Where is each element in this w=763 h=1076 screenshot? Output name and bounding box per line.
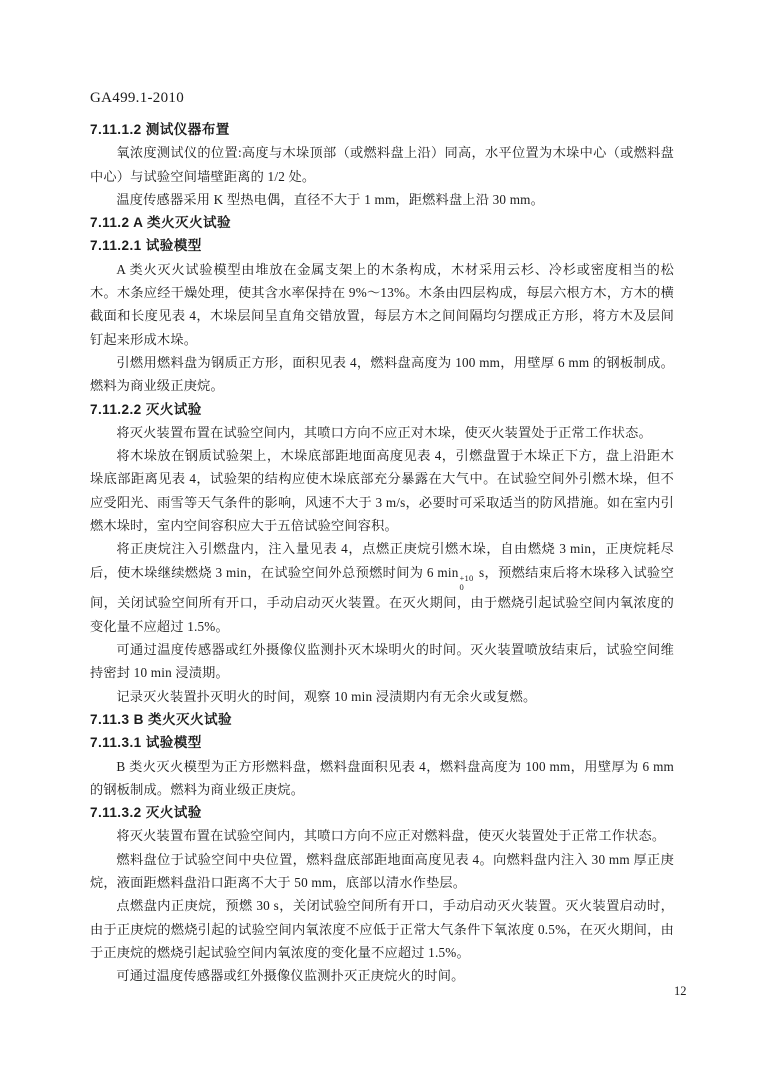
- paragraph-class-a-model: A 类火灭火试验模型由堆放在金属支架上的木条构成，木材采用云杉、冷杉或密度相当的松木。木条应经干燥处理，使其含水率保持在 9%～13%。木条由四层构成，每层六根方木，方木的横截面和长度见表 4，木垛层间呈直角交错放置，每层方木之间间隔均匀摆成正方形，将方木及层间钉起来形成木垛。: [90, 261, 674, 347]
- tolerance-subscript: 0: [459, 581, 464, 592]
- paragraph-class-b-model: B 类火灭火模型为正方形燃料盘，燃料盘面积见表 4，燃料盘高度为 100 mm，用壁厚为 6 mm 的钢板制成。燃料为商业级正庚烷。: [90, 758, 674, 797]
- paragraph-record-extinguish-time: 记录灭火装置扑灭明火的时间，观察 10 min 浸渍期内有无余火或复燃。: [116, 688, 537, 704]
- paragraph-oxygen-analyzer-position: 氧浓度测试仪的位置:高度与木垛顶部（或燃料盘上沿）同高，水平位置为木垛中心（或燃料盘中心）与试验空间墙壁距离的 1/2 处。: [90, 145, 674, 184]
- paragraph-heptane-preburn: 点燃盘内正庚烷，预燃 30 s，关闭试验空间所有开口，手动启动灭火装置。灭火装置启动时，由于正庚烷的燃烧引起的试验空间内氧浓度不应低于正常大气条件下氧浓度 0.5%，在灭火期间，由于正庚烷的燃烧引起试验空间内氧浓度的变化量不应超过 1.5%。: [90, 898, 674, 960]
- heading-7-11-3: 7.11.3 B 类火灭火试验: [90, 711, 232, 727]
- heading-7-11-3-2: 7.11.3.2 灭火试验: [90, 805, 202, 821]
- preburn-text-before: 将正庚烷注入引燃盘内，注入量见表 4，点燃正庚烷引燃木垛，自由燃烧 3 min，正庚烷耗尽后，使木垛继续燃烧 3 min，在试验空间外总预燃时间为 6 min: [90, 541, 674, 580]
- heading-7-11-3-1: 7.11.3.1 试验模型: [90, 735, 202, 751]
- document-body: [90, 118, 674, 988]
- page-number: 12: [674, 984, 687, 998]
- paragraph-ignition-pan: 引燃用燃料盘为钢质正方形，面积见表 4，燃料盘高度为 100 mm，用壁厚 6 mm 的钢板制成。燃料为商业级正庚烷。: [90, 354, 674, 394]
- paragraph-device-placement-pan: 将灭火装置布置在试验空间内，其喷口方向不应正对燃料盘，使灭火装置处于正常工作状态。: [116, 828, 666, 844]
- heading-7-11-2: 7.11.2 A 类火灭火试验: [90, 215, 231, 231]
- heading-7-11-2-2: 7.11.2.2 灭火试验: [90, 401, 202, 417]
- paragraph-fuel-pan-setup: 燃料盘位于试验空间中央位置，燃料盘底部距地面高度见表 4。向燃料盘内注入 30 mm 厚正庚烷，液面距燃料盘沿口距离不大于 50 mm，底部以清水作垫层。: [90, 851, 674, 891]
- preburn-text-after: s，预燃结束后将木垛移入试验空间，关闭试验空间所有开口，手动启动灭火装置。在灭火期间，由于燃烧引起试验空间内氧浓度的变化量不应超过 1.5%。: [90, 564, 674, 634]
- tolerance-notation: [460, 574, 474, 592]
- paragraph-preburn-procedure: [90, 537, 674, 638]
- tolerance-superscript: +10: [459, 572, 474, 583]
- paragraph-device-placement-wood: 将灭火装置布置在试验空间内，其喷口方向不应正对木垛，使灭火装置处于正常工作状态。: [116, 424, 652, 440]
- heading-7-11-2-1: 7.11.2.1 试验模型: [90, 238, 202, 254]
- paragraph-thermocouple: 温度传感器采用 K 型热电偶，直径不大于 1 mm，距燃料盘上沿 30 mm。: [116, 191, 544, 207]
- document-standard-number: GA499.1-2010: [90, 90, 185, 106]
- heading-7-11-1-2: 7.11.1.2 测试仪器布置: [90, 122, 230, 137]
- paragraph-monitoring-wood-fire: 可通过温度传感器或红外摄像仪监测扑灭木垛明火的时间。灭火装置喷放结束后，试验空间维持密封 10 min 浸渍期。: [90, 642, 674, 681]
- paragraph-wood-crib-setup: 将木垛放在钢质试验架上，木垛底部距地面高度见表 4，引燃盘置于木垛正下方，盘上沿距木垛底部距离见表 4，试验架的结构应使木垛底部充分暴露在大气中。在试验空间外引燃木垛，但不应受阳光、雨雪等天气条件的影响，风速不大于 3 m/s，必要时可采取适当的防风措施。如在室内引燃木垛时，室内空间容积应大于五倍试验空间容积。: [90, 448, 674, 534]
- paragraph-monitoring-heptane-fire: 可通过温度传感器或红外摄像仪监测扑灭正庚烷火的时间。: [116, 968, 465, 984]
